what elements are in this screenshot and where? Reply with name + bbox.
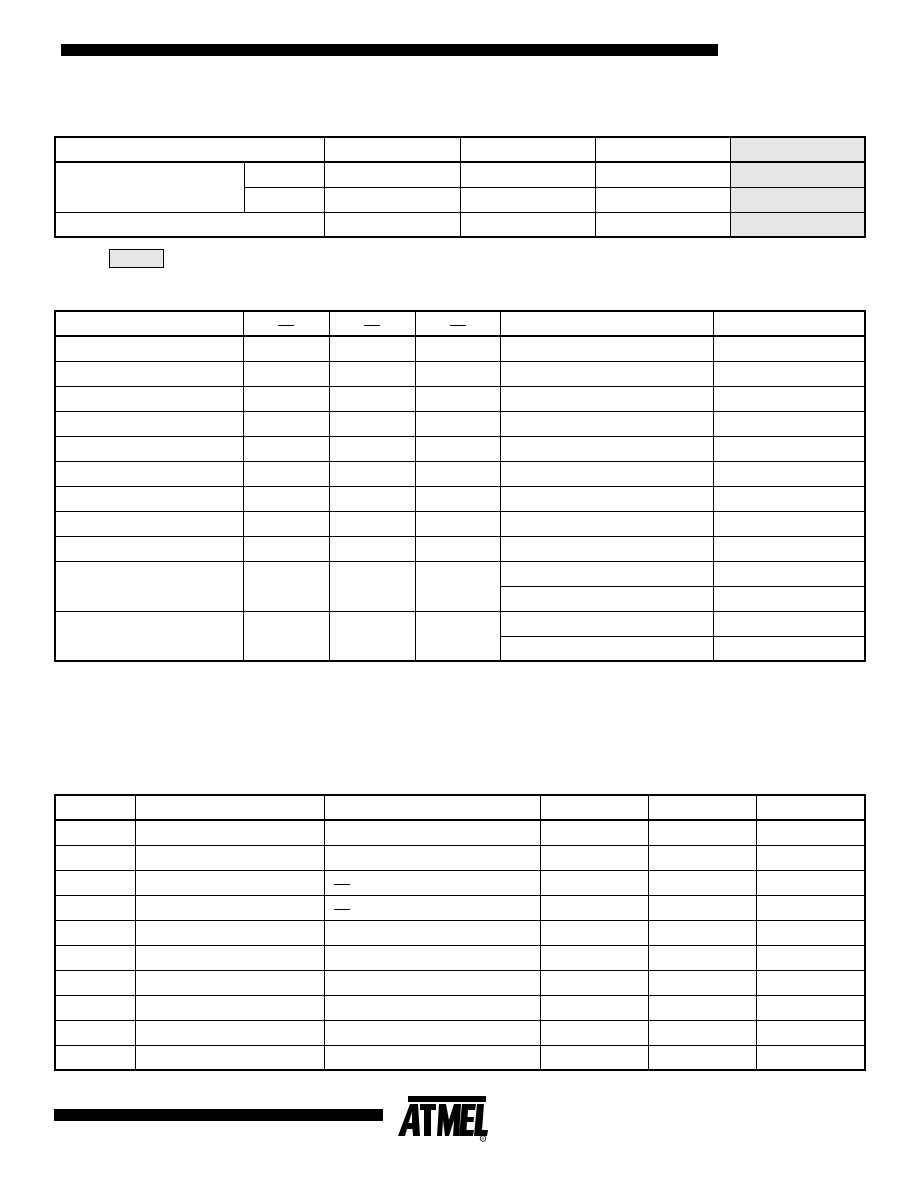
table-cell <box>55 486 243 511</box>
table-cell <box>460 187 595 212</box>
table-cell <box>329 386 415 411</box>
table-cell <box>756 820 865 845</box>
table-cell <box>595 187 730 212</box>
table-cell <box>713 436 865 461</box>
table-cell <box>135 820 324 845</box>
table-cell-shaded <box>730 187 865 212</box>
table-cell <box>135 970 324 995</box>
table-cell <box>329 536 415 561</box>
table-cell <box>324 795 540 820</box>
table-cell <box>415 461 500 486</box>
table-cell <box>648 795 756 820</box>
table-cell <box>329 561 415 611</box>
table-cell <box>55 795 135 820</box>
table-row <box>55 970 865 995</box>
table-cell <box>500 461 713 486</box>
table-cell <box>329 436 415 461</box>
svg-text:R: R <box>481 1136 485 1141</box>
table-cell <box>648 1020 756 1045</box>
table-header-cell <box>460 137 595 162</box>
table-cell <box>55 561 243 611</box>
table-cell <box>415 486 500 511</box>
table-cell <box>540 970 648 995</box>
table-cell <box>329 461 415 486</box>
table-cell <box>243 536 329 561</box>
table-row <box>55 212 865 237</box>
table-cell <box>324 1045 540 1070</box>
table-cell <box>135 795 324 820</box>
table-cell <box>648 870 756 895</box>
table-header-cell <box>55 137 324 162</box>
footer-rule <box>54 1109 383 1121</box>
table-cell <box>55 1045 135 1070</box>
table-cell <box>55 162 244 212</box>
table-cell <box>55 970 135 995</box>
table-cell <box>243 561 329 611</box>
table-cell <box>135 870 324 895</box>
table-row <box>55 561 865 586</box>
table-cell <box>756 895 865 920</box>
table-header-cell <box>595 137 730 162</box>
table-row <box>55 461 865 486</box>
table-cell <box>55 870 135 895</box>
shaded-legend-swatch <box>109 249 164 268</box>
table-header-cell <box>55 311 243 336</box>
table-cell <box>243 461 329 486</box>
table-cell <box>135 920 324 945</box>
table-header-row <box>55 311 865 336</box>
table-cell-shaded <box>730 212 865 237</box>
table-row <box>55 386 865 411</box>
table-cell <box>540 845 648 870</box>
table-row <box>55 845 865 870</box>
table-cell <box>756 970 865 995</box>
table-cell <box>55 995 135 1020</box>
table-cell <box>415 386 500 411</box>
atmel-logo <box>396 1092 490 1142</box>
table-cell <box>324 162 460 187</box>
table-cell <box>540 1020 648 1045</box>
table-cell <box>55 461 243 486</box>
table-cell <box>329 486 415 511</box>
table-cell <box>500 611 713 636</box>
table-cell <box>324 820 540 845</box>
table-cell <box>500 361 713 386</box>
signal-header-cell <box>329 311 415 336</box>
table-cell <box>329 611 415 661</box>
table-cell <box>648 945 756 970</box>
table-cell <box>55 411 243 436</box>
table-cell <box>500 561 713 586</box>
table-cell <box>324 187 460 212</box>
table-cell <box>500 411 713 436</box>
table-cell <box>713 411 865 436</box>
table-cell <box>244 187 324 212</box>
table-cell <box>648 920 756 945</box>
table-cell <box>415 511 500 536</box>
table-cell <box>713 511 865 536</box>
table-header-cell-shaded <box>730 137 865 162</box>
table-row <box>55 162 865 187</box>
table-cell <box>713 336 865 361</box>
active-low-overbar <box>450 325 466 326</box>
table-cell <box>648 820 756 845</box>
table-cell <box>500 386 713 411</box>
table-cell <box>55 920 135 945</box>
table-cell <box>243 386 329 411</box>
table-header-cell <box>500 311 713 336</box>
table-cell <box>415 611 500 661</box>
active-low-overbar <box>278 325 294 326</box>
table-cell <box>713 536 865 561</box>
table-cell <box>756 920 865 945</box>
table-cell <box>595 162 730 187</box>
table-cell-shaded <box>730 162 865 187</box>
table-row <box>55 361 865 386</box>
header-rule <box>61 44 718 56</box>
table-cell <box>713 586 865 611</box>
table-cell <box>415 536 500 561</box>
table-cell <box>500 586 713 611</box>
table-cell <box>756 795 865 820</box>
table-cell <box>243 511 329 536</box>
table-cell <box>55 611 243 661</box>
table-row <box>55 411 865 436</box>
table-cell <box>540 995 648 1020</box>
table-cell <box>55 436 243 461</box>
table-row <box>55 611 865 636</box>
table-cell <box>135 895 324 920</box>
table-cell <box>243 611 329 661</box>
table-cell <box>415 336 500 361</box>
table-row <box>55 1020 865 1045</box>
table-row <box>55 486 865 511</box>
table-cell <box>756 945 865 970</box>
table-cell <box>55 845 135 870</box>
table-cell <box>713 386 865 411</box>
table-cell <box>243 336 329 361</box>
table-cell <box>648 1045 756 1070</box>
table-cell <box>756 845 865 870</box>
table-cell <box>324 970 540 995</box>
table-cell <box>415 561 500 611</box>
table-cell <box>500 436 713 461</box>
table-cell <box>460 162 595 187</box>
table-header-row <box>55 795 865 820</box>
table-cell <box>55 386 243 411</box>
table-cell <box>540 920 648 945</box>
table-cell <box>756 1045 865 1070</box>
operating-conditions-table <box>54 136 866 238</box>
table-cell <box>324 845 540 870</box>
table-cell <box>648 970 756 995</box>
table-cell <box>648 845 756 870</box>
table-row <box>55 895 865 920</box>
table-cell <box>713 636 865 661</box>
table-header-cell <box>324 137 460 162</box>
operating-modes-table <box>54 310 866 662</box>
table-cell <box>540 795 648 820</box>
table-cell <box>243 361 329 386</box>
table-cell <box>135 995 324 1020</box>
table-cell <box>55 511 243 536</box>
table-cell <box>415 361 500 386</box>
table-cell <box>55 361 243 386</box>
table-cell <box>540 820 648 845</box>
table-row <box>55 995 865 1020</box>
signal-header-cell <box>243 311 329 336</box>
table-cell <box>713 486 865 511</box>
table-cell <box>243 436 329 461</box>
table-cell <box>55 336 243 361</box>
table-cell <box>540 870 648 895</box>
table-cell <box>756 1020 865 1045</box>
table-cell <box>324 945 540 970</box>
table-cell <box>713 461 865 486</box>
active-low-overbar <box>364 325 380 326</box>
pin-description-table <box>54 794 866 1071</box>
table-cell <box>329 411 415 436</box>
table-header-cell <box>713 311 865 336</box>
table-cell <box>55 895 135 920</box>
table-cell <box>500 536 713 561</box>
table-cell <box>329 361 415 386</box>
table-cell <box>324 212 460 237</box>
table-cell <box>243 411 329 436</box>
table-cell <box>415 411 500 436</box>
table-row <box>55 820 865 845</box>
table-cell <box>324 995 540 1020</box>
table-cell <box>713 361 865 386</box>
table-cell <box>415 436 500 461</box>
table-cell <box>540 895 648 920</box>
table-cell <box>55 945 135 970</box>
table-cell <box>500 511 713 536</box>
table-row <box>55 1045 865 1070</box>
table-cell <box>244 162 324 187</box>
table-row <box>55 945 865 970</box>
table-row <box>55 870 865 895</box>
table-row <box>55 920 865 945</box>
table-cell <box>713 611 865 636</box>
table-cell <box>324 870 540 895</box>
table-row <box>55 436 865 461</box>
table-cell <box>243 486 329 511</box>
table-cell <box>324 1020 540 1045</box>
table-cell <box>500 336 713 361</box>
table-cell <box>324 895 540 920</box>
table-cell <box>329 511 415 536</box>
table-cell <box>648 895 756 920</box>
table-cell <box>460 212 595 237</box>
table-cell <box>55 212 324 237</box>
table-cell <box>540 1045 648 1070</box>
active-low-overbar <box>334 884 350 885</box>
table-cell <box>648 995 756 1020</box>
table-cell <box>324 920 540 945</box>
table-cell <box>135 945 324 970</box>
table-row <box>55 336 865 361</box>
active-low-overbar <box>334 909 350 910</box>
table-cell <box>55 1020 135 1045</box>
table-cell <box>55 536 243 561</box>
table-cell <box>540 945 648 970</box>
table-cell <box>55 820 135 845</box>
table-row <box>55 536 865 561</box>
table-cell <box>756 870 865 895</box>
table-cell <box>329 336 415 361</box>
table-header-row <box>55 137 865 162</box>
table-cell <box>500 636 713 661</box>
table-cell <box>135 1020 324 1045</box>
table-cell <box>756 995 865 1020</box>
table-cell <box>500 486 713 511</box>
table-cell <box>135 1045 324 1070</box>
table-cell <box>135 845 324 870</box>
table-cell <box>713 561 865 586</box>
signal-header-cell <box>415 311 500 336</box>
table-cell <box>595 212 730 237</box>
table-row <box>55 511 865 536</box>
